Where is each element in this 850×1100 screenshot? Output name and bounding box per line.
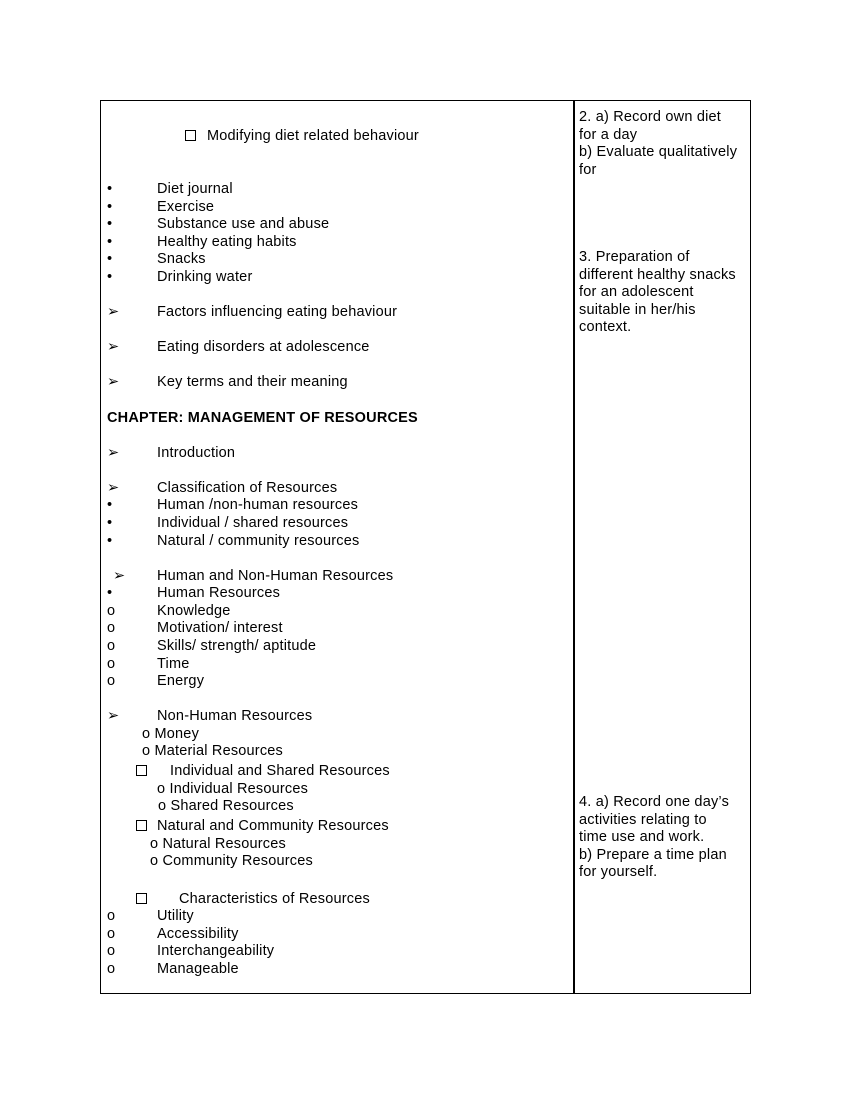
arrow-bullet-icon: ➢ [107, 480, 120, 496]
o-bullet-icon: o [107, 926, 116, 942]
list-item: Drinking water [157, 269, 253, 285]
list-item: Accessibility [157, 926, 239, 942]
list-item: Motivation/ interest [157, 620, 283, 636]
topic-key-terms: Key terms and their meaning [157, 374, 348, 390]
topic-eating-disorders: Eating disorders at adolescence [157, 339, 370, 355]
arrow-bullet-icon: ➢ [107, 304, 120, 320]
arrow-bullet-icon: ➢ [107, 339, 120, 355]
list-item: Natural / community resources [157, 533, 360, 549]
bullet-icon: • [107, 199, 113, 215]
arrow-bullet-icon: ➢ [113, 568, 126, 584]
o-bullet-icon: o [107, 620, 116, 636]
list-item: Utility [157, 908, 194, 924]
list-item: Snacks [157, 251, 206, 267]
activity-2: 2. a) Record own diet for a day b) Evaluate qualitatively for [579, 109, 738, 178]
list-item: o Shared Resources [158, 798, 294, 814]
checkbox-icon [136, 893, 147, 904]
list-item: Knowledge [157, 603, 231, 619]
list-item: o Individual Resources [157, 781, 309, 797]
list-item: Exercise [157, 199, 215, 215]
bullet-icon: • [107, 181, 113, 197]
bullet-icon: • [107, 234, 113, 250]
bullet-icon: • [107, 515, 113, 531]
checkbox-icon [136, 765, 147, 776]
bullet-icon: • [107, 251, 113, 267]
list-item: o Material Resources [142, 743, 283, 759]
checkbox-icon [136, 820, 147, 831]
bullet-icon: • [107, 216, 113, 232]
arrow-bullet-icon: ➢ [107, 445, 120, 461]
topic-non-human: Non-Human Resources [157, 708, 313, 724]
o-bullet-icon: o [107, 943, 116, 959]
topic-natural-community: Natural and Community Resources [157, 818, 389, 834]
topic-introduction: Introduction [157, 445, 236, 461]
list-item: o Community Resources [150, 853, 313, 869]
bullet-icon: • [107, 269, 113, 285]
chapter-heading: CHAPTER: MANAGEMENT OF RESOURCES [107, 410, 418, 426]
o-bullet-icon: o [107, 961, 116, 977]
o-bullet-icon: o [107, 673, 116, 689]
list-item: Individual / shared resources [157, 515, 349, 531]
topic-characteristics: Characteristics of Resources [179, 891, 370, 907]
list-item: o Money [142, 726, 200, 742]
topic-individual-shared: Individual and Shared Resources [170, 763, 390, 779]
checkbox-icon [185, 130, 196, 141]
topic-factors: Factors influencing eating behaviour [157, 304, 398, 320]
topic-classification: Classification of Resources [157, 480, 338, 496]
activity-3: 3. Preparation of different healthy snacks for an adolescent suitable in her/his context. [579, 249, 736, 335]
list-item: Energy [157, 673, 205, 689]
list-item: Substance use and abuse [157, 216, 330, 232]
arrow-bullet-icon: ➢ [107, 708, 120, 724]
column-divider [573, 101, 575, 993]
topic-modifying-diet: Modifying diet related behaviour [207, 128, 419, 144]
o-bullet-icon: o [107, 656, 116, 672]
list-item: Human /non-human resources [157, 497, 359, 513]
bullet-icon: • [107, 497, 113, 513]
o-bullet-icon: o [107, 908, 116, 924]
list-item: Time [157, 656, 190, 672]
activity-4: 4. a) Record one day’s activities relating to time use and work. b) Prepare a time plan for yourself. [579, 794, 730, 880]
list-item: Diet journal [157, 181, 233, 197]
o-bullet-icon: o [107, 638, 116, 654]
o-bullet-icon: o [107, 603, 116, 619]
bullet-icon: • [107, 585, 113, 601]
list-item: Skills/ strength/ aptitude [157, 638, 317, 654]
list-item: Manageable [157, 961, 239, 977]
list-item: o Natural Resources [150, 836, 286, 852]
list-item: Interchangeability [157, 943, 275, 959]
arrow-bullet-icon: ➢ [107, 374, 120, 390]
bullet-icon: • [107, 533, 113, 549]
list-item: Human Resources [157, 585, 281, 601]
list-item: Healthy eating habits [157, 234, 297, 250]
topic-human-nonhuman: Human and Non-Human Resources [157, 568, 394, 584]
